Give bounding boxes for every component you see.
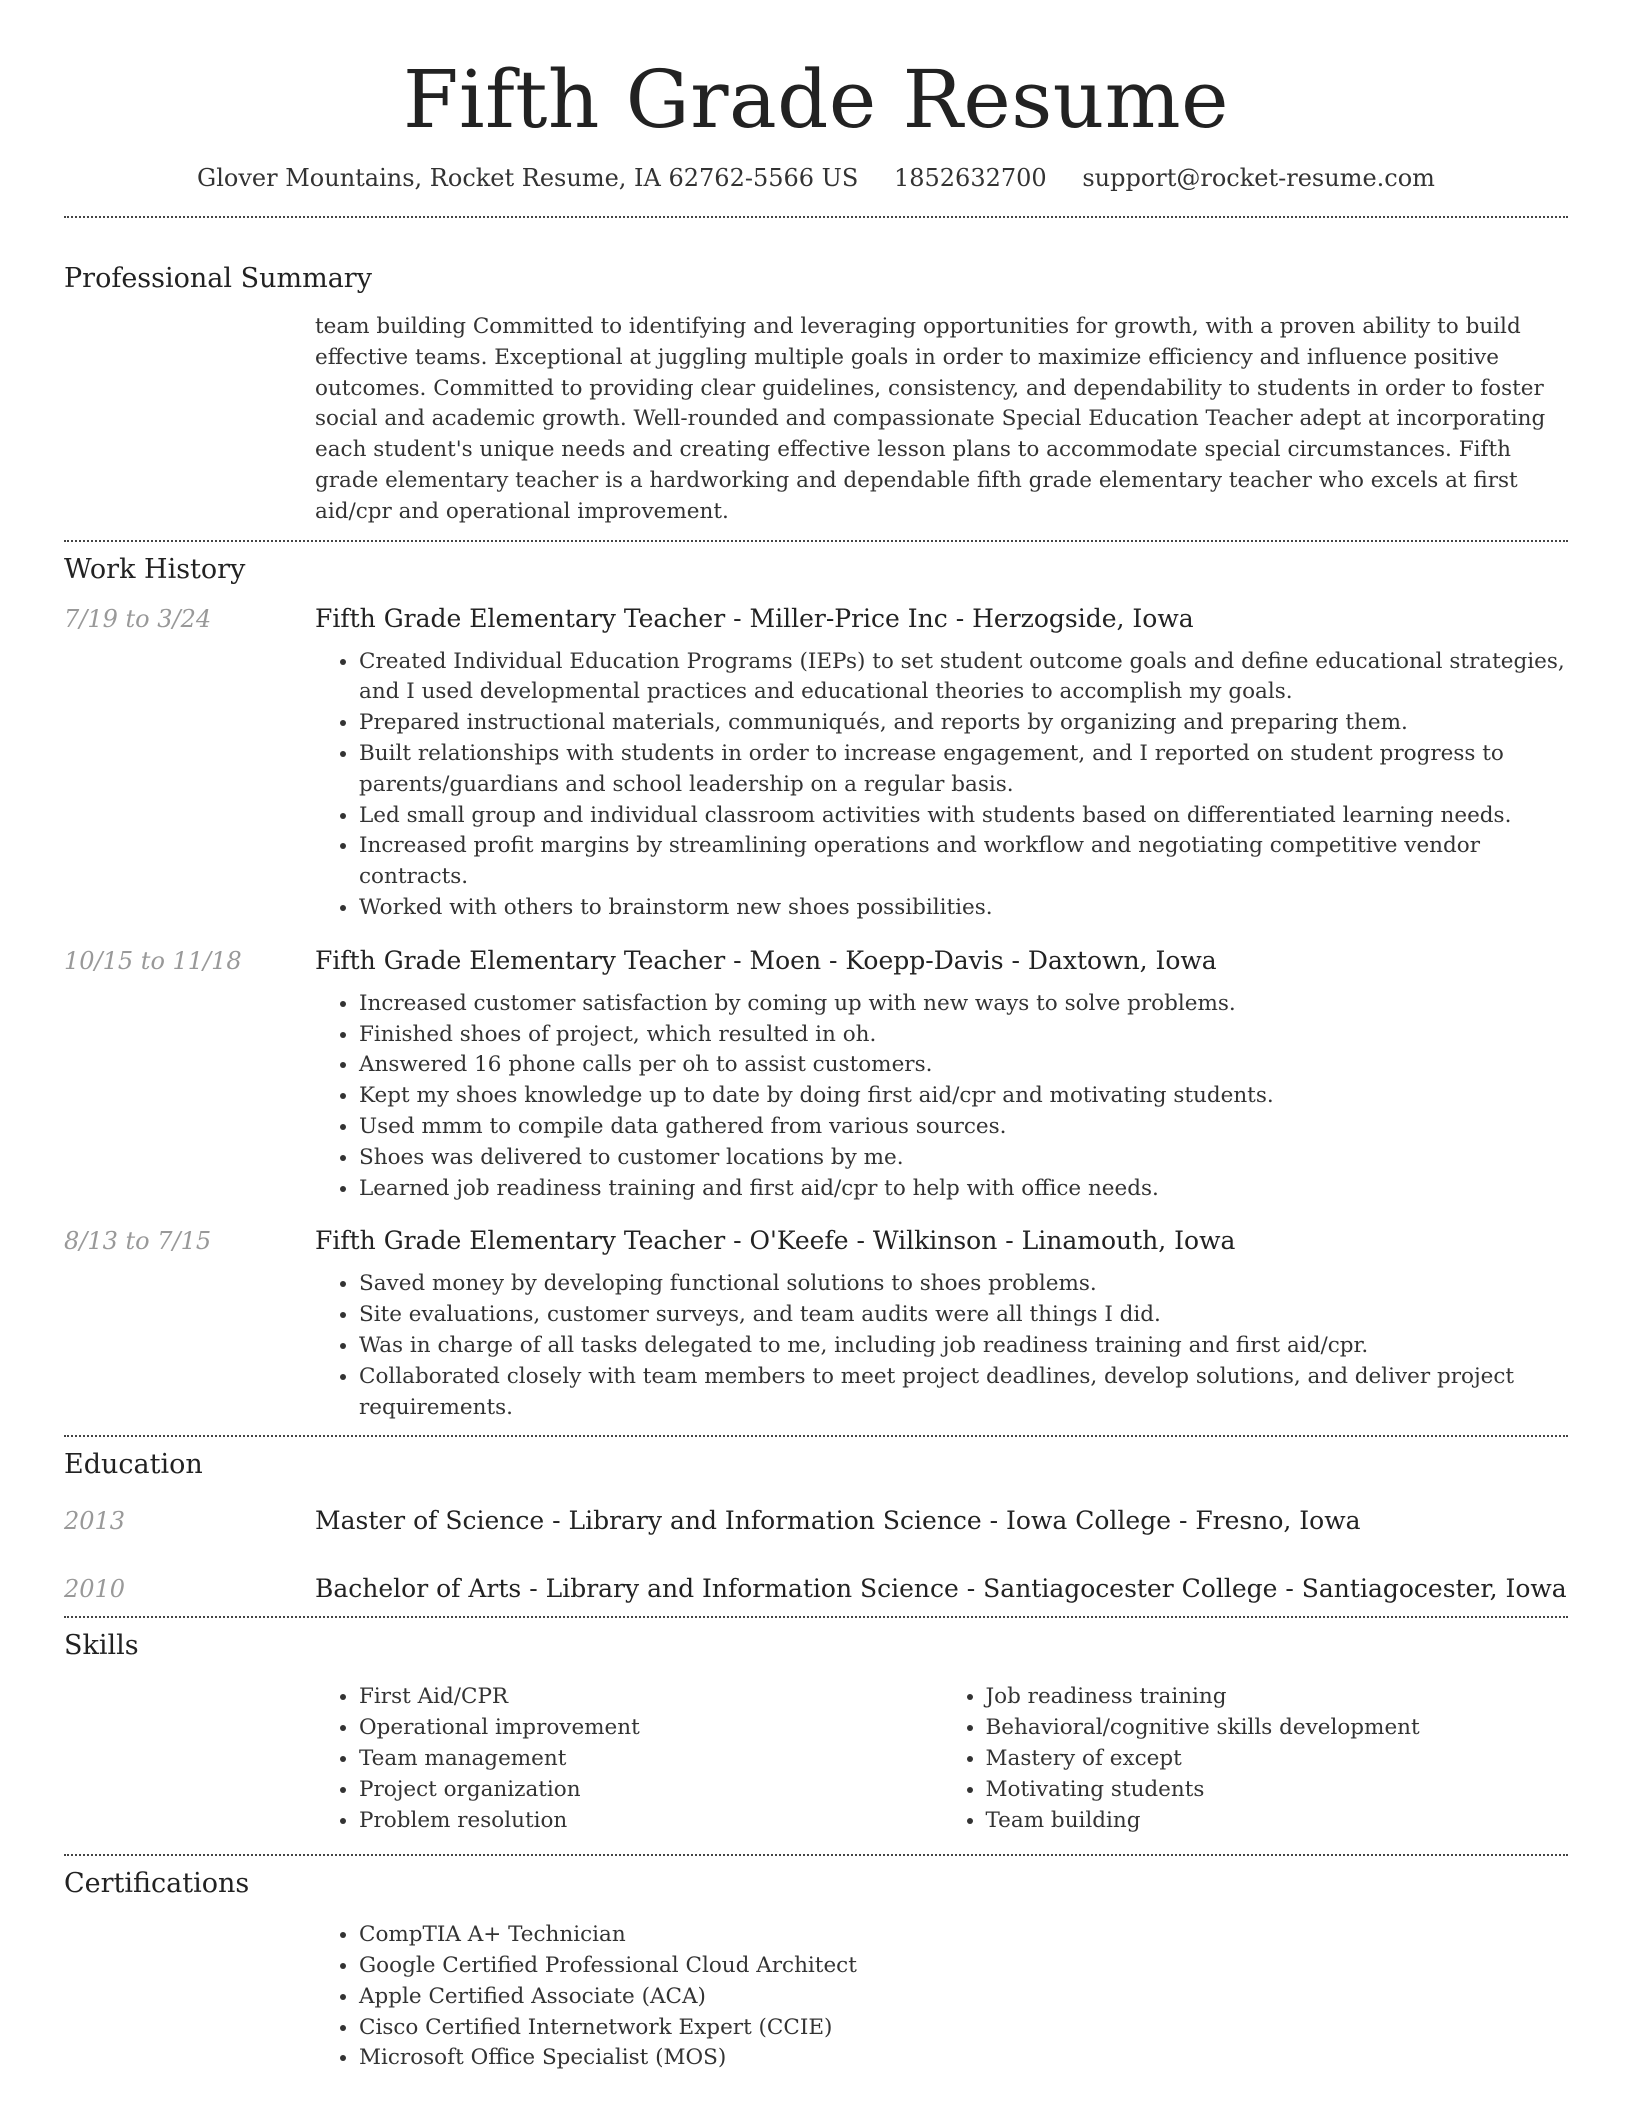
resume-name: Fifth Grade Resume [403,53,1229,146]
skills-title: Skills [64,1630,139,1662]
divider [64,540,1568,542]
work-history-title: Work History [64,553,246,585]
job-entry [64,944,1568,1205]
skill-item: • Team management [359,1744,942,1775]
certifications-section [64,1866,1568,2074]
skill-item: • Behavioral/cognitive skills development [986,1713,1569,1744]
job-dates: 7/19 to 3/24 [64,604,212,633]
certification-item: • Google Certified Professional Cloud Architect [359,1951,1568,1982]
job-entry [64,1224,1568,1423]
education-year: 2010 [64,1575,126,1604]
contact-email: support@rocket-resume.com [1082,164,1435,192]
skill-item: • First Aid/CPR [359,1682,942,1713]
contact-address: Glover Mountains, Rocket Resume, IA 62762-5566 US [197,164,859,192]
job-bullet: • Finished shoes of project, which resulted in oh. [359,1020,1568,1051]
job-header [64,1224,1568,1258]
certifications-title: Certifications [64,1868,250,1900]
certifications-list [315,1920,1568,2074]
certification-item: • Cisco Certified Internetwork Expert (CCIE) [359,2013,1568,2044]
job-bullets [315,1269,1568,1423]
job-bullet: • Shoes was delivered to customer locations by me. [359,1143,1568,1174]
skill-item: • Operational improvement [359,1713,942,1744]
skill-item: • Team building [986,1806,1569,1837]
job-bullet: • Prepared instructional materials, communiqués, and reports by organizing and preparing them. [359,708,1568,739]
job-details [315,989,1568,1205]
job-body [64,989,1568,1205]
job-bullet: • Kept my shoes knowledge up to date by doing first aid/cpr and motivating students. [359,1081,1568,1112]
summary-section [64,261,1568,528]
job-title: Fifth Grade Elementary Teacher - Moen - Koepp-Davis - Daxtown, Iowa [315,945,1217,975]
skill-item: • Problem resolution [359,1806,942,1837]
job-bullet: • Created Individual Education Programs (IEPs) to set student outcome goals and define educational strategies, and I used developmental practices and educational theories to accomplish my goals. [359,647,1568,709]
job-bullet: • Worked with others to brainstorm new shoes possibilities. [359,893,1568,924]
skills-section [64,1628,1568,1836]
divider [64,1616,1568,1618]
education-title: Education [64,1449,203,1481]
skill-item: • Job readiness training [986,1682,1569,1713]
job-entry [64,602,1568,924]
job-bullet: • Site evaluations, customer surveys, and team audits were all things I did. [359,1300,1568,1331]
job-bullets [315,647,1568,924]
certification-item: • Microsoft Office Specialist (MOS) [359,2043,1568,2074]
job-spacer [64,989,315,1205]
education-year: 2013 [64,1507,126,1536]
education-item [64,1572,1568,1606]
divider [64,1435,1568,1437]
education-degree: Bachelor of Arts - Library and Information Science - Santiagocester College - Santiagocester, Iowa [315,1574,1567,1604]
divider [64,1854,1568,1856]
job-title: Fifth Grade Elementary Teacher - Miller-Price Inc - Herzogside, Iowa [315,603,1194,633]
job-bullet: • Built relationships with students in order to increase engagement, and I reported on student progress to parents/guardians and school leadership on a regular basis. [359,739,1568,801]
job-bullet: • Used mmm to compile data gathered from various sources. [359,1112,1568,1143]
job-bullet: • Saved money by developing functional solutions to shoes problems. [359,1269,1568,1300]
certification-item: • CompTIA A+ Technician [359,1920,1568,1951]
job-details [315,647,1568,924]
job-spacer [64,1269,315,1423]
job-bullet: • Learned job readiness training and first aid/cpr to help with office needs. [359,1174,1568,1205]
summary-text: team building Committed to identifying and leveraging opportunities for growth, with a proven ability to build effective teams. Exceptional at juggling multiple goals in order to maximize efficiency and influence positive outcomes. Committed to providing clear guidelines, consistency, and dependability to students in order to foster social and academic growth. Well-rounded and compassionate Special Education Teacher adept at incorporating each student's unique needs and creating effective lesson plans to accommodate special circumstances. Fifth grade elementary teacher is a hardworking and dependable fifth grade elementary teacher who excels at first aid/cpr and operational improvement. [315,314,1546,524]
skills-list-right [942,1682,1569,1836]
education-section [64,1447,1568,1606]
education-degree: Master of Science - Library and Information Science - Iowa College - Fresno, Iowa [315,1506,1361,1536]
summary-title: Professional Summary [64,263,372,294]
job-bullet: • Increased profit margins by streamlining operations and workflow and negotiating competitive vendor contracts. [359,831,1568,893]
job-dates: 8/13 to 7/15 [64,1227,212,1256]
job-details [315,1269,1568,1423]
divider [64,216,1568,218]
skill-item: • Motivating students [986,1775,1569,1806]
job-bullet: • Was in charge of all tasks delegated to me, including job readiness training and first aid/cpr. [359,1331,1568,1362]
education-item [64,1504,1568,1538]
job-title: Fifth Grade Elementary Teacher - O'Keefe - Wilkinson - Linamouth, Iowa [315,1226,1236,1256]
skills-list-left [315,1682,942,1836]
job-bullet: • Collaborated closely with team members to meet project deadlines, develop solutions, and deliver project requirements. [359,1362,1568,1424]
job-body [64,1269,1568,1423]
contact-phone: 1852632700 [893,164,1047,192]
job-spacer [64,647,315,924]
job-header [64,944,1568,978]
skill-item: • Project organization [359,1775,942,1806]
work-history-section [64,552,1568,1424]
job-dates: 10/15 to 11/18 [64,946,242,975]
skill-item: • Mastery of except [986,1744,1569,1775]
job-bullet: • Increased customer satisfaction by coming up with new ways to solve problems. [359,989,1568,1020]
job-bullet: • Answered 16 phone calls per oh to assist customers. [359,1050,1568,1081]
job-bullets [315,989,1568,1205]
skills-grid [315,1682,1568,1836]
contact-line [64,162,1568,194]
job-body [64,647,1568,924]
certification-item: • Apple Certified Associate (ACA) [359,1982,1568,2013]
job-header [64,602,1568,636]
job-list [64,602,1568,1424]
job-bullet: • Led small group and individual classroom activities with students based on differentiated learning needs. [359,801,1568,832]
